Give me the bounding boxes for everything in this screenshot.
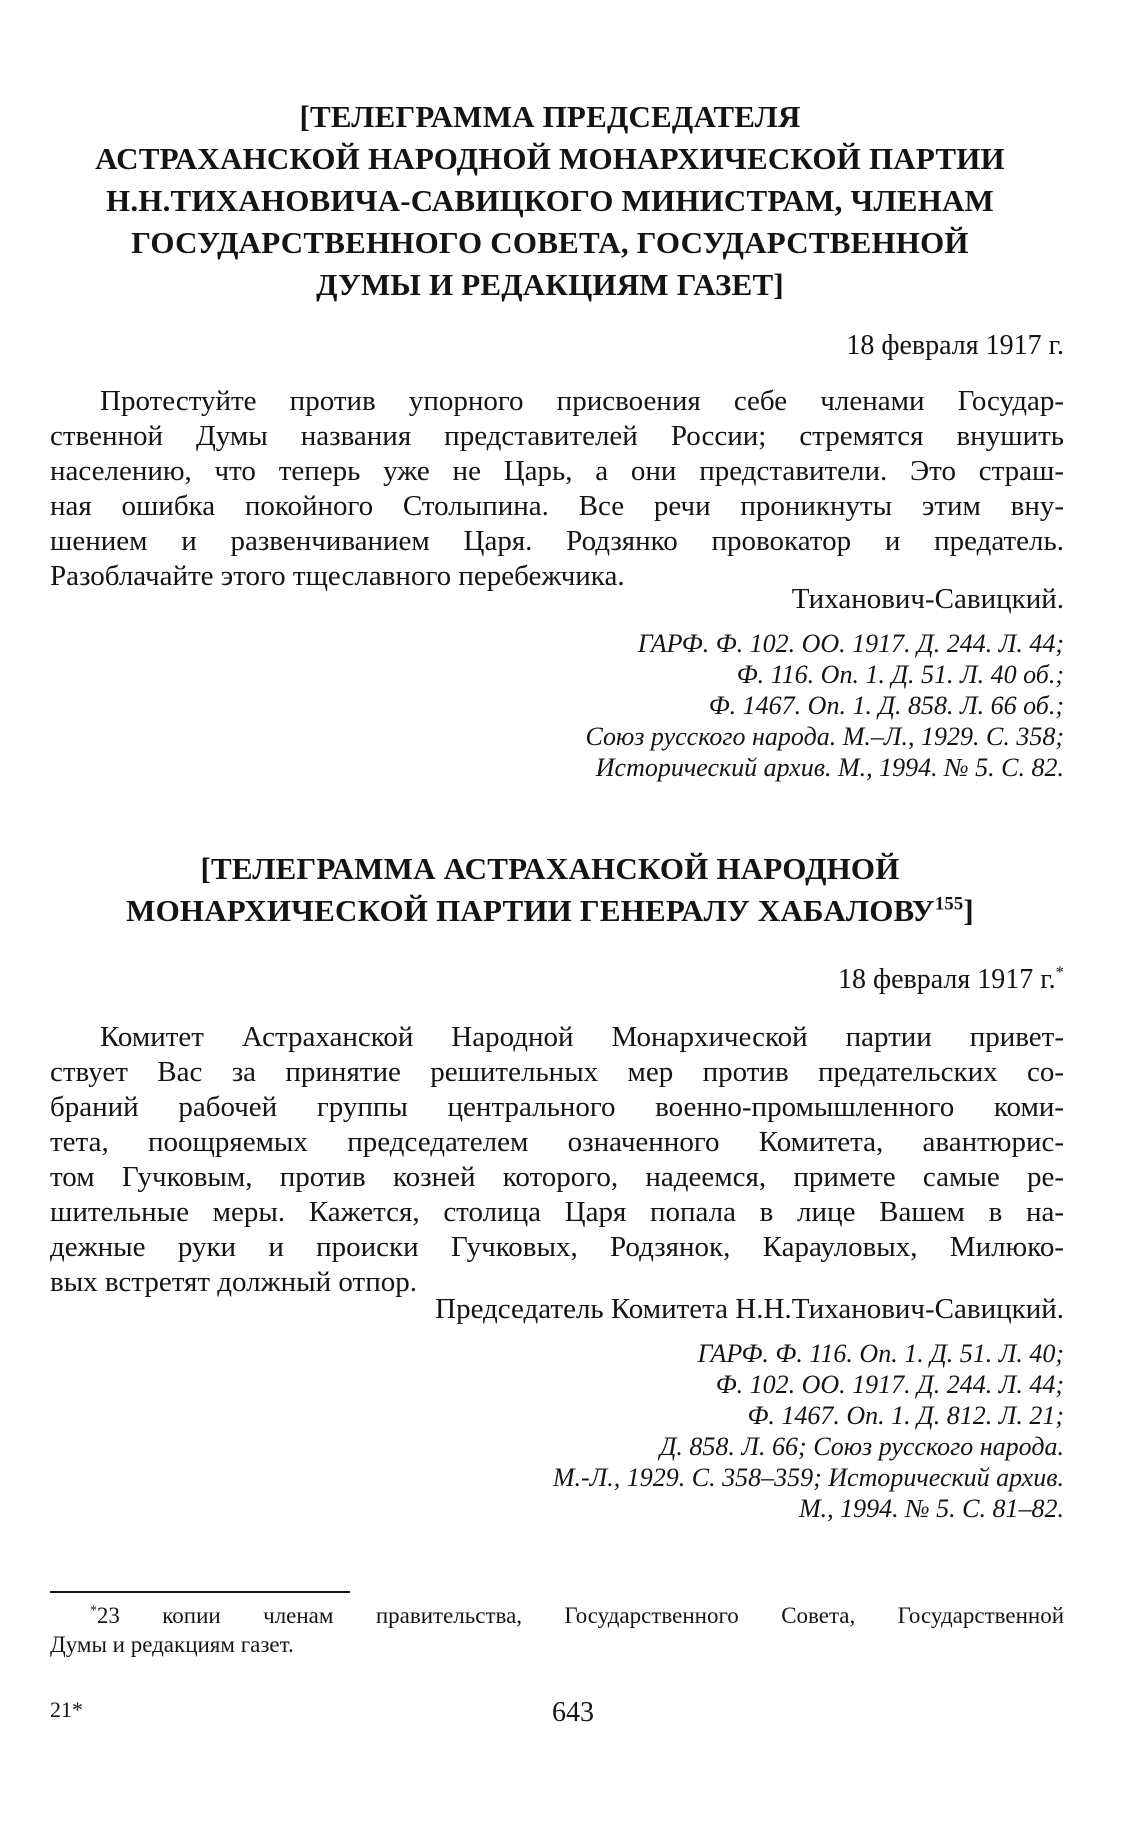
- doc1-title: [40, 96, 1060, 306]
- doc2-reference-line: М., 1994. № 5. С. 81–82.: [798, 1494, 1064, 1523]
- doc1-body-line: Протестуйте против упорного присвоения себе членами Государ-: [100, 385, 1064, 417]
- doc2-title: [40, 848, 1060, 932]
- doc2-reference-line: Ф. 102. ОО. 1917. Д. 244. Л. 44;: [715, 1370, 1064, 1399]
- doc1-body-line: ственной Думы названия представителей России; стремятся внушить: [50, 420, 1064, 452]
- doc2-reference-line: М.-Л., 1929. С. 358–359; Исторический архив.: [552, 1463, 1064, 1492]
- doc2-body-line: тета, поощряемых председателем означенного Комитета, авантюрис-: [50, 1126, 1064, 1158]
- doc2-reference-line: Д. 858. Л. 66; Союз русского народа.: [659, 1432, 1064, 1461]
- doc1-reference-line: Ф. 1467. Оп. 1. Д. 858. Л. 66 об.;: [708, 691, 1064, 720]
- doc1-reference-line: Союз русского народа. М.–Л., 1929. С. 358;: [585, 722, 1064, 751]
- page-number: 643: [552, 1697, 594, 1728]
- doc2-date: 18 февраля 1917 г.: [837, 964, 1056, 995]
- doc1-signature: Тиханович-Савицкий.: [791, 583, 1064, 615]
- doc1-reference-line: Ф. 116. Оп. 1. Д. 51. Л. 40 об.;: [736, 660, 1064, 689]
- doc1-body-line: ная ошибка покойного Столыпина. Все речи проникнуты этим вну-: [50, 490, 1064, 522]
- doc1-title-line: Н.Н.ТИХАНОВИЧА-САВИЦКОГО МИНИСТРАМ, ЧЛЕНАМ: [106, 183, 994, 218]
- doc2-title-end: ]: [963, 893, 974, 928]
- doc1-reference-line: Исторический архив. М., 1994. № 5. С. 82.: [595, 753, 1064, 782]
- doc1-title-line: АСТРАХАНСКОЙ НАРОДНОЙ МОНАРХИЧЕСКОЙ ПАРТИИ: [95, 141, 1005, 176]
- doc2-body-line: ствует Вас за принятие решительных мер против предательских со-: [50, 1056, 1064, 1088]
- doc1-title-line: ГОСУДАРСТВЕННОГО СОВЕТА, ГОСУДАРСТВЕННОЙ: [131, 225, 969, 260]
- doc2-date-line: [838, 962, 1064, 998]
- footnote-mark: *: [90, 1602, 97, 1618]
- doc2-body-line: дежные руки и происки Гучковых, Родзянок, Карауловых, Милюко-: [50, 1231, 1064, 1263]
- doc1-body-line: Разоблачайте этого тщеславного перебежчика.: [50, 560, 625, 592]
- footnote: [50, 1601, 1064, 1659]
- doc2-archival-references: [364, 1338, 1064, 1524]
- footnote-text: 23 копии членам правительства, Государственного Совета, Государственной: [96, 1603, 1064, 1628]
- doc1-reference-line: ГАРФ. Ф. 102. ОО. 1917. Д. 244. Л. 44;: [637, 629, 1064, 658]
- footnote-line: [50, 1601, 1064, 1630]
- doc2-reference-line: ГАРФ. Ф. 116. Оп. 1. Д. 51. Л. 40;: [697, 1339, 1064, 1368]
- doc2-date-footnote-mark: *: [1055, 962, 1064, 982]
- doc2-body-line: браний рабочей группы центрального военно-промышленного коми-: [50, 1091, 1064, 1123]
- doc1-body-line: населению, что теперь уже не Царь, а они представители. Это страш-: [50, 455, 1064, 487]
- doc2-title-line: [40, 890, 1060, 932]
- doc2-body-line: вых встретят должный отпор.: [50, 1266, 417, 1298]
- doc1-body-line: шением и развенчиванием Царя. Родзянко провокатор и предатель.: [50, 525, 1064, 557]
- printer-signature-mark: 21*: [50, 1697, 83, 1722]
- doc2-signature: Председатель Комитета Н.Н.Тиханович-Савицкий.: [435, 1293, 1064, 1325]
- footnote-rule: [50, 1591, 350, 1593]
- doc1-body: [50, 384, 1064, 594]
- footnote-line: Думы и редакциям газет.: [50, 1632, 294, 1657]
- doc1-title-line: ДУМЫ И РЕДАКЦИЯМ ГАЗЕТ]: [316, 267, 784, 302]
- doc2-body-line: Комитет Астраханской Народной Монархической партии привет-: [100, 1021, 1064, 1053]
- doc2-title-line: [ТЕЛЕГРАММА АСТРАХАНСКОЙ НАРОДНОЙ: [200, 851, 900, 886]
- doc2-body-line: том Гучковым, против козней которого, надеемся, примете самые ре-: [50, 1161, 1064, 1193]
- doc2-title-note-ref: 155: [934, 893, 964, 915]
- doc1-date: 18 февраля 1917 г.: [846, 330, 1064, 361]
- doc2-body-line: шительные меры. Кажется, столица Царя попала в лице Вашем в на-: [50, 1196, 1064, 1228]
- doc2-body: [50, 1020, 1064, 1300]
- doc1-archival-references: [364, 628, 1064, 783]
- doc2-reference-line: Ф. 1467. Оп. 1. Д. 812. Л. 21;: [747, 1401, 1064, 1430]
- doc2-title-text: МОНАРХИЧЕСКОЙ ПАРТИИ ГЕНЕРАЛУ ХАБАЛОВУ: [126, 893, 935, 928]
- doc1-title-line: [ТЕЛЕГРАММА ПРЕДСЕДАТЕЛЯ: [299, 99, 801, 134]
